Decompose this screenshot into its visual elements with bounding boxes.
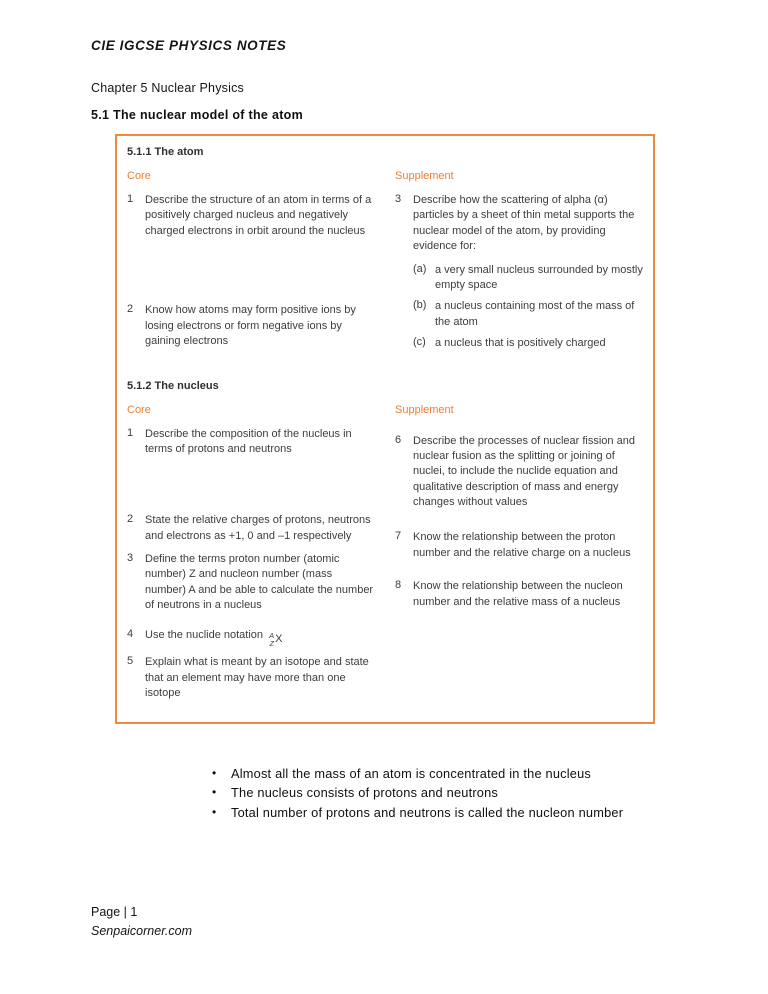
sub-item-label: (a) [413,262,427,275]
sub-item-label: (b) [413,299,427,312]
item-number: 4 [127,627,134,640]
item-text [145,628,375,648]
syllabus-item [395,434,643,511]
syllabus-box [115,134,655,724]
item-number: 3 [127,552,134,565]
note-item: • Total number of protons and neutrons is called the nucleon number [231,803,708,823]
item-number: 2 [127,303,134,316]
syllabus-item [127,552,375,614]
nuclide-notation [266,632,282,648]
item-text: Define the terms proton number (atomic number) Z and nucleon number (mass number) A and be able to calculate the number of neutrons in a nucleus [145,553,374,612]
item-text: Know the relationship between the proton number and the relative charge on a nucleus [413,531,631,559]
item-number: 6 [395,433,402,446]
item-text: Describe how the scattering of alpha (α) particles by a sheet of thin metal supports the nuclear model of the atom, by providing evidence for: [413,194,635,253]
syllabus-item [127,628,375,648]
item-text: State the relative charges of protons, neutrons and electrons as +1, 0 and –1 respectively [145,514,371,542]
core-label: Core [127,170,151,182]
item-text: Explain what is meant by an isotope and state that an element may have more than one isotope [145,656,369,700]
item-text: Describe the structure of an atom in terms of a positively charged nucleus and negatively charged electrons in orbit around the nucleus [145,194,372,237]
syllabus-item [127,513,375,544]
syllabus-item [127,193,375,239]
supplement-column [395,170,643,358]
syllabus-item [395,579,643,610]
item-number: 2 [127,513,134,526]
sub-item [413,263,643,294]
chapter-title: Chapter 5 Nuclear Physics [91,81,244,95]
syllabus-item [127,427,375,458]
footer-page-number: Page | 1 [91,905,138,919]
nuclide-symbol: X [275,632,283,645]
sub-item-text: a very small nucleus surrounded by mostly empty space [435,263,643,291]
item-number: 7 [395,530,402,543]
item-number: 5 [127,655,134,668]
core-label: Core [127,403,151,416]
core-column [127,170,375,358]
item-number: 1 [127,426,134,439]
core-column [127,404,375,710]
note-item: • Almost all the mass of an atom is concentrated in the nucleus [231,764,708,784]
item-text-fragment: Use the nuclide notation [145,628,264,641]
item-number: 8 [395,579,402,592]
nuclide-sub: Z [269,638,275,648]
section-heading: 5.1 The nuclear model of the atom [91,108,304,122]
item-text: Know the relationship between the nucleon number and the relative mass of a nucleus [413,580,623,608]
subsection-heading: 5.1.2 The nucleus [127,379,219,392]
syllabus-item [127,303,375,349]
sub-item [413,299,643,330]
sub-item-text: a nucleus that is positively charged [435,337,606,350]
syllabus-item [395,193,643,255]
footer-site: Senpaicorner.com [91,924,192,938]
supplement-label: Supplement [395,170,454,182]
supplement-label: Supplement [395,403,454,416]
syllabus-item [127,655,375,701]
notes-list [91,764,708,823]
supplement-column [395,404,643,710]
item-number: 1 [127,193,134,205]
sub-item-label: (c) [413,336,426,349]
nuclide-sup: A [269,630,275,640]
page-footer [91,905,192,938]
section-5-1-2 [125,380,643,710]
document-title: CIE IGCSE PHYSICS NOTES [91,38,287,53]
item-number: 3 [395,193,402,205]
sub-item [413,336,643,351]
note-item: • The nucleus consists of protons and neutrons [231,783,708,803]
syllabus-item [395,530,643,561]
subsection-heading: 5.1.1 The atom [127,146,204,158]
item-text: Describe the composition of the nucleus in terms of protons and neutrons [145,427,352,455]
item-text: Know how atoms may form positive ions by losing electrons or form negative ions by gaining electrons [145,304,356,347]
section-5-1-1 [125,146,643,358]
sub-item-text: a nucleus containing most of the mass of the atom [435,300,635,328]
item-text: Describe the processes of nuclear fission and nuclear fusion as the splitting or joining of nuclei, to include the nuclide equation and qualitative description of mass and energy changes without values [413,434,635,509]
